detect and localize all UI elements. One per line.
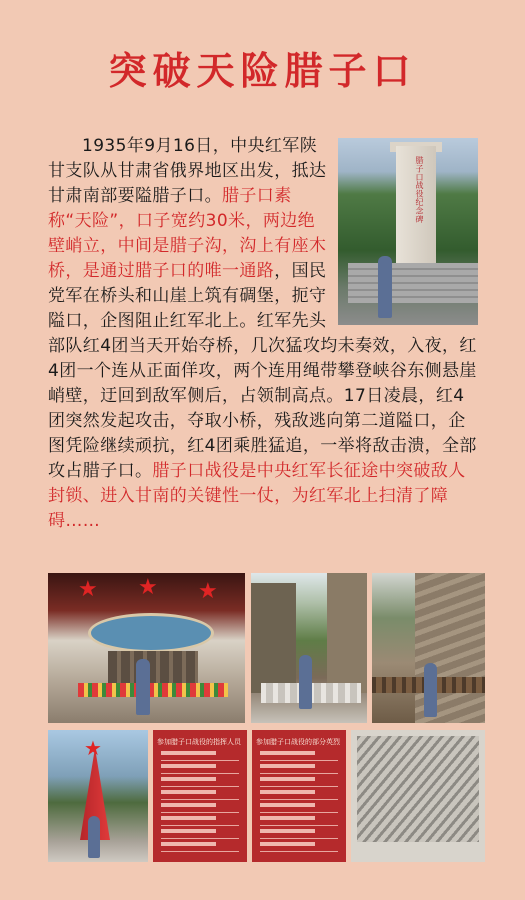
- article-body: [48, 134, 478, 534]
- gorge-railing-photo: [251, 573, 367, 723]
- battle-sketch-photo: [351, 730, 485, 862]
- article-seg-2: 腊子口素称“天险”，口子宽约30米，两边绝壁峭立，中间是腊子沟，沟上有座木桥，是通过腊子口的唯一通路: [48, 186, 327, 281]
- person-figure: [378, 256, 392, 318]
- article-seg-1: 1935年9月16日，中央红军陕甘支队从甘肃省俄界地区出发，抵达甘肃南部要隘腊子口。: [48, 136, 327, 206]
- memorial-hall-photo: ★ ★ ★: [48, 573, 245, 723]
- panel-title: 参加腊子口战役的部分英烈: [256, 738, 340, 746]
- red-monument-photo: ★: [48, 730, 148, 862]
- monument-photo: [338, 138, 478, 325]
- monument-inscription: 腊子口战役纪念碑: [415, 156, 424, 224]
- panel-title: 参加腊子口战役的指挥人员: [157, 738, 241, 746]
- martyrs-list-panel: [252, 730, 346, 862]
- commanders-list-panel: [153, 730, 247, 862]
- article-seg-4: 腊子口战役是中央红军长征途中突破敌人封锁、进入甘南的关键性一仗，为红军北上扫清了障碍……: [48, 461, 466, 531]
- page-title: 突破天险腊子口: [108, 48, 417, 93]
- article-seg-3: ，国民党军在桥头和山崖上筑有碉堡，扼守隘口，企图阻止红军北上。红军先头部队红4团当天开始夺桥，几次猛攻均未奏效，入夜，红4团一个连从正面佯攻，两个连用绳带攀登峡谷东侧悬崖峭壁，迂回到敌军侧后，占领制高点。17日凌晨，红4团突然发起攻击，夺取小桥，残敌逃向第二道隘口，企图凭险继续顽抗，红4团乘胜猛追，一举将敌击溃，全部攻占腊子口。: [48, 261, 477, 481]
- cliff-bridge-photo: [372, 573, 485, 723]
